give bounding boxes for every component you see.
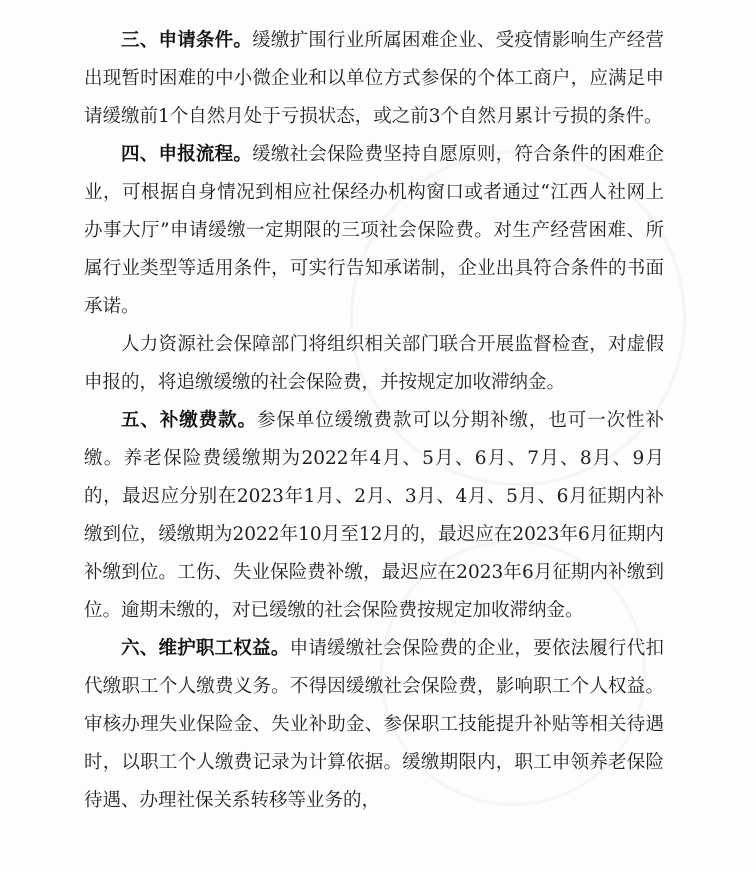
section-text: 缓缴社会保险费坚持自愿原则，符合条件的困难企业，可根据自身情况到相应社保经办机构窗口或者通过“江西人社网上办事大厅”申请缓缴一定期限的三项社会保险费。对生产经营困难、所属行业类型等适用条件，可实行告知承诺制，企业出具符合条件的书面承诺。 — [84, 144, 664, 317]
section-text: 缓缴扩围行业所属困难企业、受疫情影响生产经营出现暂时困难的中小微企业和以单位方式参保的个体工商户，应满足申请缓缴前1个自然月处于亏损状态，或之前3个自然月累计亏损的条件。 — [84, 30, 664, 127]
section-text: 申请缓缴社会保险费的企业，要依法履行代扣代缴职工个人缴费义务。不得因缓缴社会保险费，影响职工个人权益。审核办理失业保险金、失业补助金、参保职工技能提升补贴等相关待遇时，以职工个人缴费记录为计算依据。缓缴期限内，职工申领养老保险待遇、办理社保关系转移等业务的， — [84, 638, 664, 811]
section-heading: 五、补缴费款。 — [121, 410, 257, 431]
section-text: 人力资源社会保障部门将组织相关部门联合开展监督检查，对虚假申报的，将追缴缓缴的社会保险费，并按规定加收滞纳金。 — [84, 334, 664, 393]
section-application-conditions — [84, 22, 664, 136]
section-worker-rights — [84, 630, 664, 820]
section-heading: 六、维护职工权益。 — [121, 638, 290, 659]
section-text: 参保单位缓缴费款可以分期补缴，也可一次性补缴。养老保险费缓缴期为2022年4月、5月、6月、7月、8月、9月的，最迟应分别在2023年1月、2月、3月、4月、5月、6月征期内补缴到位，缓缴期为2022年10月至12月的，最迟应在2023年6月征期内补缴到位。工伤、失业保险费补缴，最迟应在2023年6月征期内补缴到位。逾期未缴的，对已缓缴的社会保险费按规定加收滞纳金。 — [84, 410, 664, 621]
section-heading: 三、申请条件。 — [121, 30, 253, 51]
section-heading: 四、申报流程。 — [121, 144, 253, 165]
section-back-payment — [84, 402, 664, 630]
section-supervision-note — [84, 326, 664, 402]
document-body — [84, 22, 664, 820]
section-filing-process — [84, 136, 664, 326]
